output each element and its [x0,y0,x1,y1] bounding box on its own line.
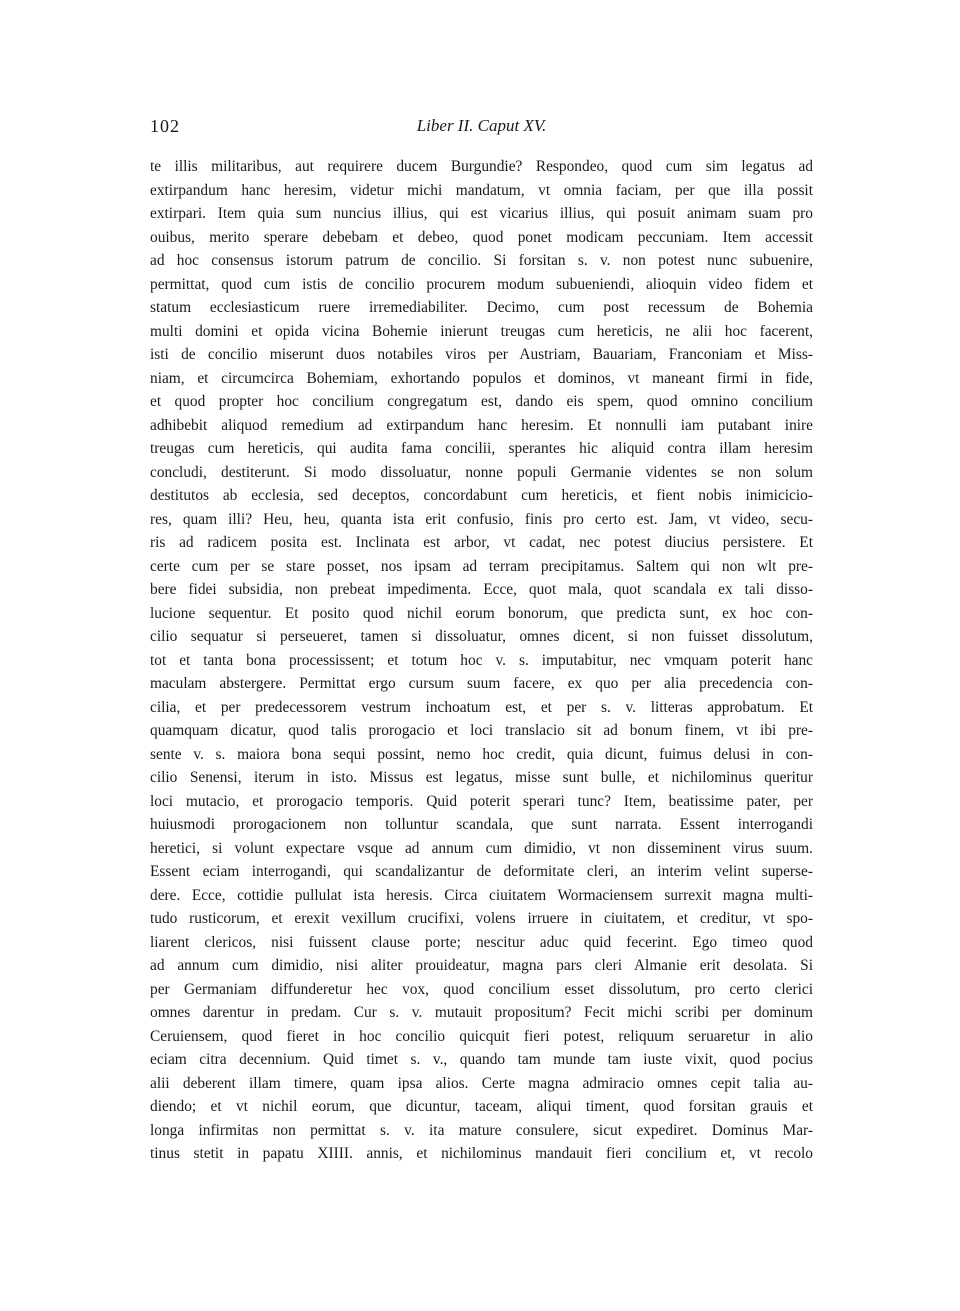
text-line: destitutos ab ecclesia, sed deceptos, concordabunt cum hereticis, et fient nobis inimicicio- [150,487,813,504]
text-line: ouibus, merito sperare debebam et debeo, quod ponet modicam peccuniam. Item accessit [150,228,813,246]
text-line: eciam citra decennium. Quid timet s. v., quando tam munde tam iuste vixit, quod pocius [150,1051,813,1068]
text-line: loci mutacio, et prorogacio temporis. Quid poterit sperari tunc? Item, beatissime pater, per [150,792,813,810]
text-line: cilio Senensi, iterum in isto. Missus est legatus, misse sunt bulle, et nichilominus queritur [150,769,813,786]
text-line: longa infirmitas non permittat s. v. ita mature consulere, sicut expediret. Dominus Mar- [150,1121,813,1139]
text-line: res, quam illi? Heu, heu, quanta ista erit confusio, finis pro certo est. Jam, vt video, secu- [150,510,813,528]
text-line: extirpari. Item quia sum nuncius illius, qui est vicarius illius, qui posuit animam suam pro [150,205,813,222]
text-line: heretici, si volunt expectare vsque ad annum cum dimidio, vt non disseminent virus suum. [150,839,813,857]
text-line: liarent clericos, nisi fuissent clause porte; nescitur aduc quid fecerint. Ego timeo quod [150,933,813,951]
text-line: certe cum per se stare posset, nos ipsam ad terram precipitamus. Saltem qui non wlt pre- [150,557,813,575]
text-line: tinus stetit in papatu XIIII. annis, et nichilominus mandauit fieri concilium et, vt recolo [150,1145,813,1162]
text-line: adhibebit aliquod remedium ad extirpandum hanc heresim. Et nonnulli iam putabant inire [150,416,813,434]
text-line: bere fidei subsidia, non prebeat impedimenta. Ecce, quot mala, quot scandala ex tali disso- [150,581,813,598]
text-line: cilio sequatur si perseueret, tamen si dissoluatur, omnes dicent, si non fuisset dissolutum, [150,628,813,645]
text-line: diendo; et vt nichil eorum, que dicuntur, taceam, aliqui timent, quod forsitan grauis et [150,1098,813,1115]
text-line: ris ad radicem posita est. Inclinata est arbor, vt cadat, nec potest diucius persistere. Et [150,534,813,551]
body-text [150,155,813,1166]
text-line: tot et tanta bona processissent; et totum hoc v. s. imputabitur, nec vmquam poterit hanc [150,651,813,669]
text-line: Essent eciam interrogandi, qui scandalizantur de deformitate cleri, an interim velint superse- [150,863,813,880]
text-line: multi domini et opida vicina Bohemie inierunt treugas cum hereticis, ne alii hoc facerent, [150,322,813,340]
text-line: alii deberent illam timere, quam ipsa alios. Certe magna admiracio omnes cepit talia au- [150,1074,813,1092]
running-head: Liber II. Caput XV. [416,116,547,135]
text-line: quamquam dicatur, quod talis prorogacio et loci translacio sit ad bonum finem, vt ibi pre- [150,722,813,739]
text-line: per Germaniam diffunderetur hec vox, quod concilium esset dissolutum, pro certo clerici [150,980,813,998]
text-line: omnes darentur in predam. Cur s. v. mutauit propositum? Fecit michi scribi per dominum [150,1004,813,1021]
text-line: ad annum cum dimidio, nisi aliter prouideatur, magna pars cleri Almanie erit desolata. Si [150,957,813,974]
text-line: huiusmodi prorogacionem non tolluntur scandala, que sunt narrata. Essent interrogandi [150,816,813,833]
text-line: sente v. s. maiora bona sequi possint, nemo hoc credit, quia dicunt, fuimus delusi in con- [150,745,813,763]
page-number: 102 [150,116,180,136]
text-line: niam, et circumcirca Bohemiam, exhortando populos et dominos, vt maneant firmi in fide, [150,369,813,387]
text-line: treugas cum hereticis, qui audita fama concilii, sperantes hic aliquid contra illam heresim [150,440,813,457]
text-line: dere. Ecce, cottidie pullulat ista heresis. Circa ciuitatem Wormaciensem surrexit magna multi- [150,886,813,904]
text-line: maculam abstergere. Permittat ergo cursum suum facere, ex quo per alia precedencia con- [150,675,813,692]
text-line: te illis militaribus, aut requirere ducem Burgundie? Respondeo, quod cum sim legatus ad [150,158,813,175]
text-line: concludi, destiterunt. Si modo dissoluatur, nonne populi Germanie videntes se non solum [150,463,813,481]
text-line: statum ecclesiasticum ruere irremediabiliter. Decimo, cum post recessum de Bohemia [150,299,813,316]
text-line: et quod propter hoc concilium congregatum est, dando eis spem, quod omnino concilium [150,393,813,410]
text-line: ad hoc consensus istorum patrum de concilio. Si forsitan s. v. non potest nunc subuenire, [150,252,813,269]
text-line: isti de concilio miserunt duos notabiles viros per Austriam, Bauariam, Franconiam et Miss- [150,346,813,363]
page-header [150,116,813,146]
text-line: permittat, quod cum istis de concilio procurem modum subueniendi, alioquin video fidem et [150,275,813,293]
text-line: tudo rusticorum, et erexit vexillum crucifixi, volens irruere in ciuitatem, et creditur, vt spo- [150,910,813,927]
text-line: extirpandum hanc heresim, videtur michi mandatum, vt omnia faciam, per que illa possit [150,181,813,199]
text-line: lucione sequentur. Et posito quod nichil eorum bonorum, que predicta sunt, ex hoc con- [150,604,813,622]
text-line: Ceruiensem, quod fieret in hoc concilio quicquit fieri potest, reliquum seruaretur in alio [150,1027,813,1045]
text-line: cilia, et per predecessorem vestrum inchoatum est, et per s. v. litteras approbatum. Et [150,698,813,716]
